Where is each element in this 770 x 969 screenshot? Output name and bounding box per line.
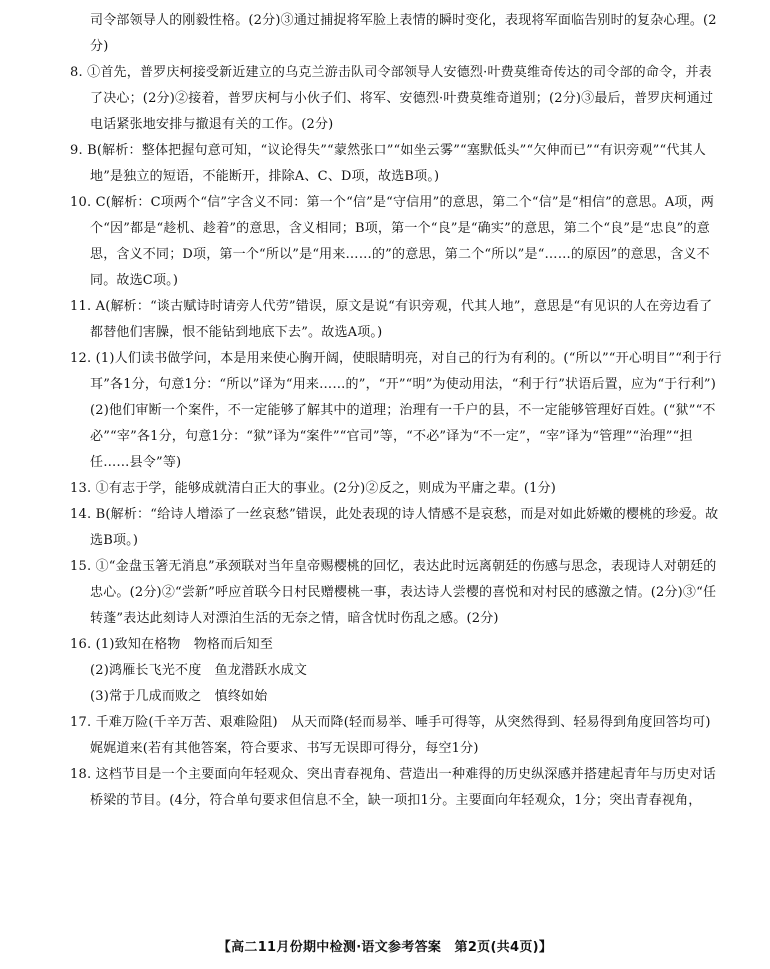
answer-8: 8. ①首先，普罗庆柯接受新近建立的乌克兰游击队司令部领导人安德烈·叶费莫维奇传达的司令部的命令，并表了决心；(2分)②接着，普罗庆柯与小伙子们、将军、安德烈·叶费莫维奇道别；(2分)③最后，普罗庆柯通过电话紧张地安排与撤退有关的工作。(2分) — [70, 65, 714, 132]
answer-content — [70, 8, 722, 814]
answer-10: 10. C(解析：C项两个“信”字含义不同：第一个“信”是“守信用”的意思，第二个“信”是“相信”的意思。A项，两个“因”都是“趁机、趁着”的意思，含义相同；B项，第一个“良”是“确实”的意思，第二个“良”是“忠良”的意思，含义不同；D项，第一个“所以”是“用来……的”的意思，第二个“所以”是“……的原因”的意思，含义不同。故选C项。) — [70, 195, 715, 288]
answer-16-1: 16. (1)致知在格物 物格而后知至 — [70, 637, 274, 652]
answer-18: 18. 这档节目是一个主要面向年轻观众、突出青春视角、营造出一种难得的历史纵深感并搭建起青年与历史对话桥梁的节目。(4分，符合单句要求但信息不全，缺一项扣1分。主要面向年轻观众，1分；突出青春视角， — [70, 767, 717, 808]
answer-17: 17. 千难万险(千辛万苦、艰难险阻) 从天而降(轻而易举、唾手可得等，从突然得到、轻易得到角度回答均可)娓娓道来(若有其他答案，符合要求、书写无误即可得分，每空1分) — [70, 715, 711, 756]
answer-15: 15. ①“金盘玉箸无消息”承颈联对当年皇帝赐樱桃的回忆，表达此时远离朝廷的伤感与思念，表现诗人对朝廷的忠心。(2分)②“尝新”呼应首联今日村民赠樱桃一事，表达诗人尝樱的喜悦和对村民的感激之情。(2分)③“任转蓬”表达此刻诗人对漂泊生活的无奈之情，暗含忧时伤乱之感。(2分) — [70, 559, 717, 626]
answer-11: 11. A(解析：“谈古赋诗时请旁人代劳”错误，原文是说“有识旁观，代其人地”，意思是“有见识的人在旁边看了都替他们害臊，恨不能钻到地底下去”。故选A项。) — [70, 299, 713, 340]
answer-12-1: 12. (1)人们读书做学问，本是用来使心胸开阔，使眼睛明亮，对自己的行为有利的。(“所以”“开心明目”“利于行耳”各1分，句意1分：“所以”译为“用来……的”，“开”“明”为使动用法，“利于行”状语后置，应为“于行利”) — [70, 351, 722, 392]
answer-16-2: (2)鸿雁长飞光不度 鱼龙潜跃水成文 — [90, 663, 308, 678]
answer-16-3: (3)常于几成而败之 慎终如始 — [90, 689, 268, 704]
answer-12-2: (2)他们审断一个案件，不一定能够了解其中的道理；治理有一千户的县，不一定能够管理好百姓。(“狱”“不必”“宰”各1分，句意1分：“狱”译为“案件”“官司”等，“不必”译为“不一定”，“宰”译为“管理”“治理”“担任……县令”等) — [90, 403, 716, 470]
q7-continued: 司令部领导人的刚毅性格。(2分)③通过捕捉将军脸上表情的瞬时变化，表现将军面临告别时的复杂心理。(2分) — [90, 13, 717, 54]
answer-13: 13. ①有志于学，能够成就清白正大的事业。(2分)②反之，则成为平庸之辈。(1分) — [70, 481, 557, 496]
answer-9: 9. B(解析：整体把握句意可知，“议论得失”“蒙然张口”“如坐云雾”“塞默低头”“欠伸而已”“有识旁观”“代其人地”是独立的短语，不能断开，排除A、C、D项，故选B项。) — [70, 143, 706, 184]
page-footer: 【高二11月份期中检测·语文参考答案 第2页(共4页)】 — [217, 940, 553, 955]
answer-14: 14. B(解析：“给诗人增添了一丝哀愁”错误，此处表现的诗人情感不是哀愁，而是对如此娇嫩的樱桃的珍爱。故选B项。) — [70, 507, 719, 548]
